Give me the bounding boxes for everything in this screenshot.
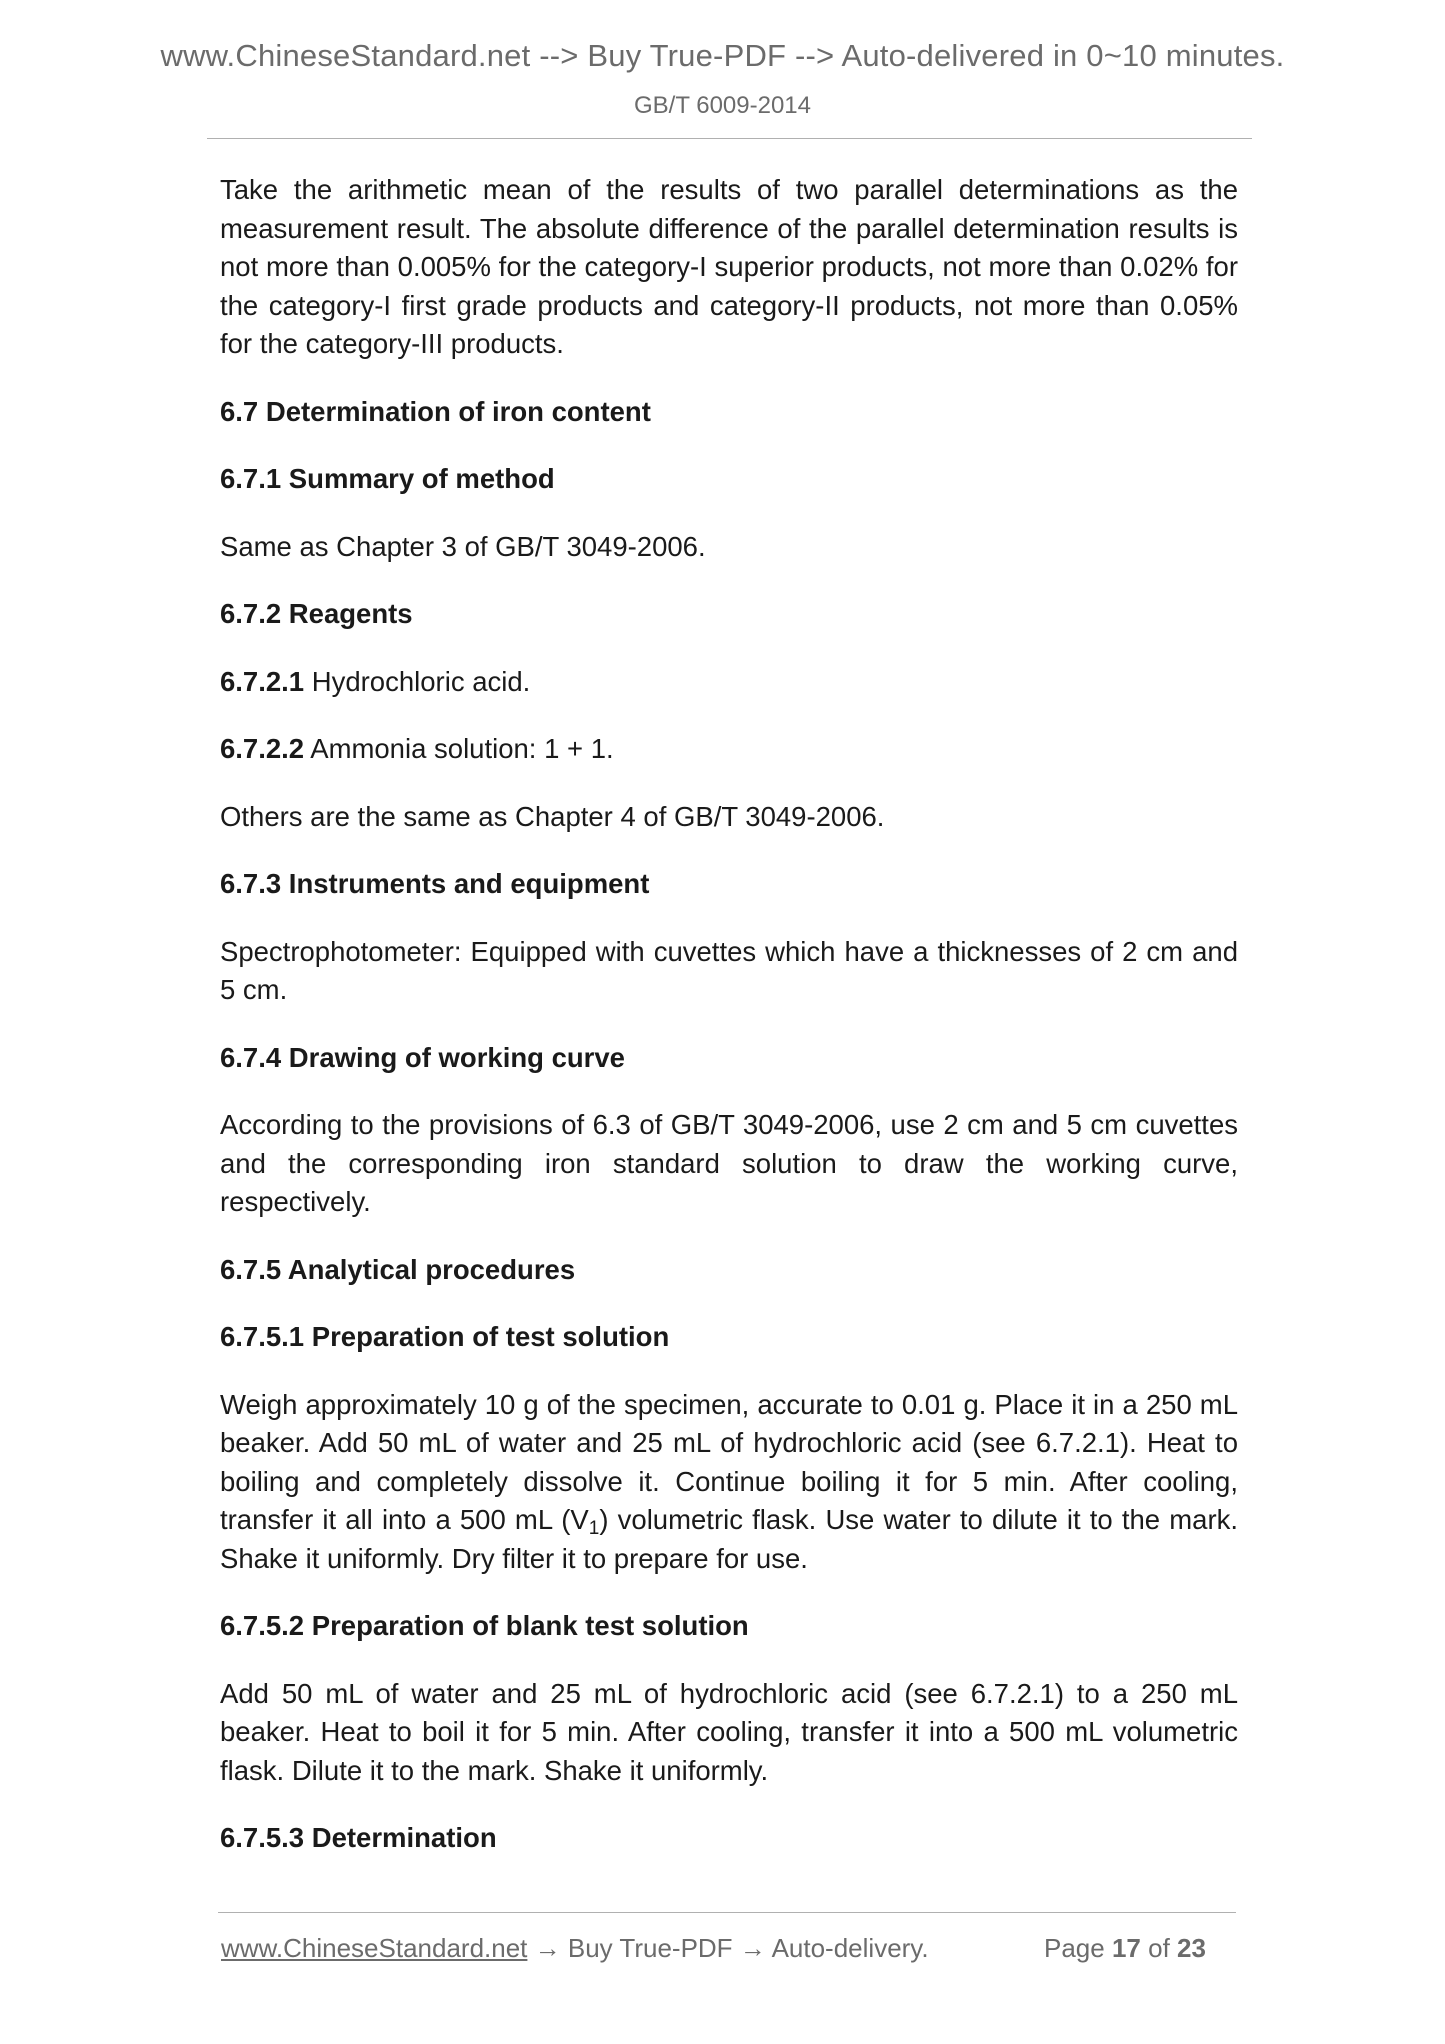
document-code: GB/T 6009-2014 <box>633 92 811 119</box>
clause-text: Hydrochloric acid. <box>311 665 531 697</box>
subscript: 1 <box>588 1518 600 1539</box>
header-banner: www.ChineseStandard.net --> Buy True-PDF --> Auto-delivered in 0~10 minutes. <box>160 38 1285 73</box>
heading-6-7-1: 6.7.1 Summary of method <box>220 463 555 494</box>
paragraph-text: ) volumetric flask. Use water to dilute it to the mark. Shake it uniformly. Dry filter it to prepare for use. <box>220 1504 1239 1574</box>
page-indicator <box>1044 1933 1206 1964</box>
heading-6-7-2: 6.7.2 Reagents <box>220 598 413 629</box>
page-label: Page <box>1044 1933 1105 1963</box>
paragraph-6-7-5-1 <box>220 1386 1238 1579</box>
heading-6-7-3: 6.7.3 Instruments and equipment <box>220 868 650 899</box>
paragraph-6-7-1: Same as Chapter 3 of GB/T 3049-2006. <box>220 530 706 562</box>
heading-6-7-5: 6.7.5 Analytical procedures <box>220 1253 576 1285</box>
heading-6-7-5-2: 6.7.5.2 Preparation of blank test solution <box>220 1610 749 1641</box>
header-divider <box>207 138 1252 139</box>
paragraph-6-7-3: Spectrophotometer: Equipped with cuvettes which have a thicknesses of 2 cm and 5 cm. <box>220 935 1238 1005</box>
paragraph-text: Weigh approximately 10 g of the specimen, accurate to 0.01 g. Place it in a 250 mL beaker. Add 50 mL of water and 25 mL of hydrochloric acid (see 6.7.2.1). Heat to boiling and completely dissolve it. Continue boiling it for 5 min. After cooling, transfer it all into a 500 mL (V <box>220 1388 1238 1535</box>
page-total: 23 <box>1177 1933 1206 1963</box>
footer-promo <box>221 1933 929 1964</box>
paragraph-6-7-4: According to the provisions of 6.3 of GB/T 3049-2006, use 2 cm and 5 cm cuvettes and the corresponding iron standard solution to draw the working curve, respectively. <box>220 1109 1238 1217</box>
page-body <box>220 171 1238 1887</box>
paragraph-6-7-5-2: Add 50 mL of water and 25 mL of hydrochloric acid (see 6.7.2.1) to a 250 mL beaker. Heat to boil it for 5 min. After cooling, transfer it into a 500 mL volumetric flask. Dilute it to the mark. Shake it uniformly. <box>220 1677 1238 1786</box>
clause-text: Ammonia solution: 1 + 1. <box>310 733 614 764</box>
footer-promo-text: → Buy True-PDF → Auto-delivery. <box>527 1933 929 1963</box>
footer-divider <box>218 1912 1236 1913</box>
heading-6-7-5-1: 6.7.5.1 Preparation of test solution <box>220 1321 670 1352</box>
paragraph-intro: Take the arithmetic mean of the results of two parallel determinations as the measurement result. The absolute difference of the parallel determination results is not more than 0.005% for the category-I superior products, not more than 0.02% for the category-I first grade products and category-II products, not more than 0.05% for the category-III products. <box>220 174 1238 359</box>
page-of-label: of <box>1148 1933 1170 1963</box>
paragraph-others: Others are the same as Chapter 4 of GB/T 3049-2006. <box>220 800 885 832</box>
clause-number: 6.7.2.2 <box>220 733 305 764</box>
clause-number: 6.7.2.1 <box>220 665 305 697</box>
page-number: 17 <box>1111 1933 1141 1963</box>
heading-6-7-5-3: 6.7.5.3 Determination <box>220 1822 497 1853</box>
heading-6-7-4: 6.7.4 Drawing of working curve <box>220 1041 625 1073</box>
clause-6-7-2-1 <box>220 663 1238 702</box>
heading-6-7: 6.7 Determination of iron content <box>220 395 651 427</box>
footer-site-link[interactable]: www.ChineseStandard.net <box>221 1933 528 1963</box>
clause-6-7-2-2 <box>220 730 1238 769</box>
